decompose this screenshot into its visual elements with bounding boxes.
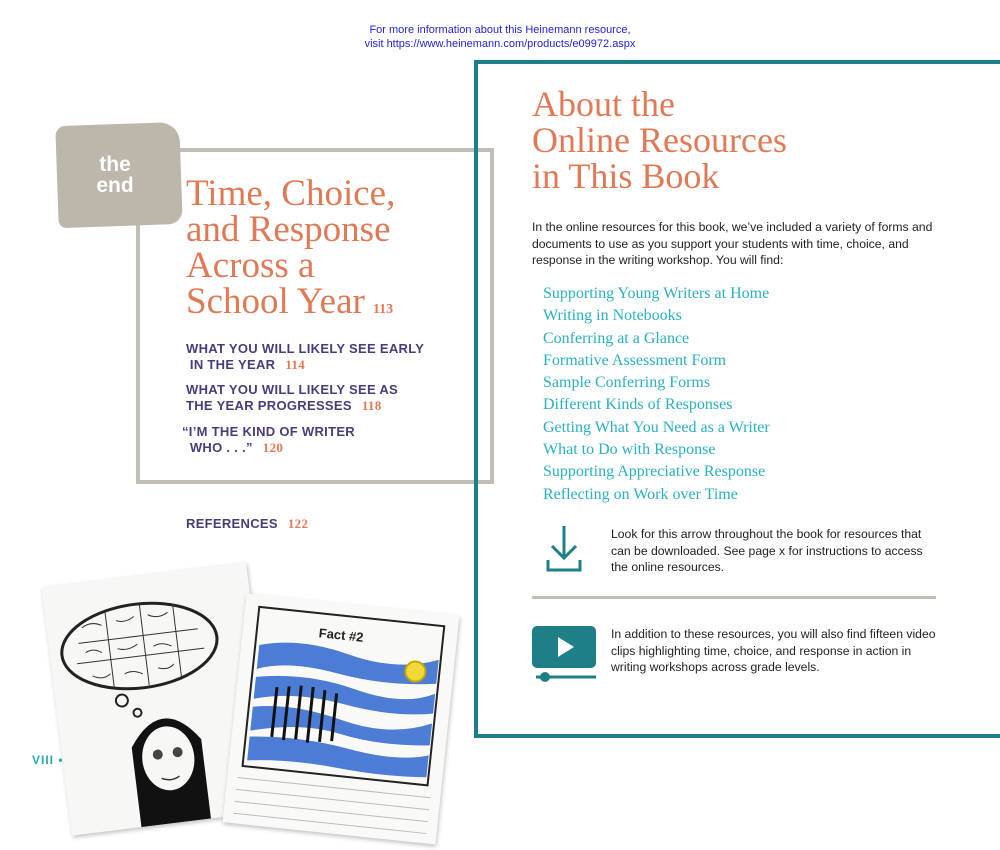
video-play-icon [532,626,598,684]
chapter-title-page: 113 [372,302,394,317]
resource-info-line-1: For more information about this Heinemann resource, [369,24,631,36]
panel-title-line-1: About the [532,84,675,124]
chapter-title [186,173,486,328]
toc-entry-line-2-text: IN THE YEAR [189,357,276,372]
toc-entry-line-2-text: THE YEAR PROGRESSES [186,398,352,413]
toc-references-page: 122 [287,516,309,531]
toc-entry-line-1: WHAT YOU WILL LIKELY SEE EARLY [186,341,425,356]
page-number-text: VIII [32,753,55,767]
panel-title-line-2: Online Resources [532,120,787,160]
panel-title [532,86,852,194]
chapter-tag-line-2: end [96,174,134,197]
toc-entry[interactable] [182,424,472,456]
video-note: In addition to these resources, you will also find fifteen video clips highlighting time, choice, and response in action in writing workshops across grade levels. [611,627,936,674]
toc-entry-line-2 [182,440,472,456]
student-drawing-fact-page [223,593,460,844]
chapter-title-line-4 [186,281,486,328]
toc-entry-line-1: WHAT YOU WILL LIKELY SEE AS [186,382,399,397]
resource-list [543,283,770,506]
toc-references-label: REFERENCES [186,516,278,531]
toc-entry-page: 118 [361,398,382,413]
fact-label: Fact #2 [318,625,365,645]
resource-info-line-2[interactable]: visit https://www.heinemann.com/products/e09972.aspx [364,38,636,50]
chapter-title-line-1: Time, Choice, [186,173,396,214]
toc-entry-page: 114 [285,357,306,372]
resource-link[interactable]: Supporting Young Writers at Home [543,285,770,302]
toc-entry-line-2 [186,398,476,414]
panel-title-line-3: in This Book [532,156,720,196]
toc-entry[interactable] [186,382,476,414]
chapter-title-line-2: and Response [186,209,391,250]
download-arrow-icon [546,524,582,574]
toc-entry-page: 120 [262,440,284,455]
resource-link[interactable]: Getting What You Need as a Writer [543,418,770,436]
resource-link[interactable]: Reflecting on Work over Time [543,485,738,503]
resource-link[interactable]: Formative Assessment Form [543,351,727,369]
toc-entry-line-2-text: WHO . . .” [189,440,253,455]
toc-entry-line-2 [186,357,476,373]
resource-link[interactable]: Different Kinds of Responses [543,396,733,414]
toc-entry-line-1: “I’M THE KIND OF WRITER [182,424,355,439]
resource-link[interactable]: Writing in Notebooks [543,307,682,325]
toc-references[interactable] [186,516,476,532]
resource-link[interactable]: Conferring at a Glance [543,329,690,347]
page-number [32,753,64,767]
resource-link[interactable]: Supporting Appreciative Response [543,463,766,481]
toc-entry[interactable] [186,341,476,373]
bullet-separator: • [58,753,64,767]
resource-info-note [0,23,1000,51]
fact-page-drawing [223,593,460,844]
chapter-tag-label [92,154,138,196]
panel-intro: In the online resources for this book, we’ve included a variety of forms and documents to use as you support your students with time, choice, and response in the writing workshop. You will find: [532,220,933,267]
section-divider [532,596,936,599]
chapter-title-line-4-text: School Year [186,281,365,322]
chapter-tag-line-1: the [99,153,131,176]
resource-link[interactable]: Sample Conferring Forms [543,374,711,392]
resource-link[interactable]: What to Do with Response [543,441,716,459]
download-note: Look for this arrow throughout the book for resources that can be downloaded. See page x for instructions to access the online resources. [611,527,923,574]
chapter-title-line-3: Across a [186,245,315,286]
